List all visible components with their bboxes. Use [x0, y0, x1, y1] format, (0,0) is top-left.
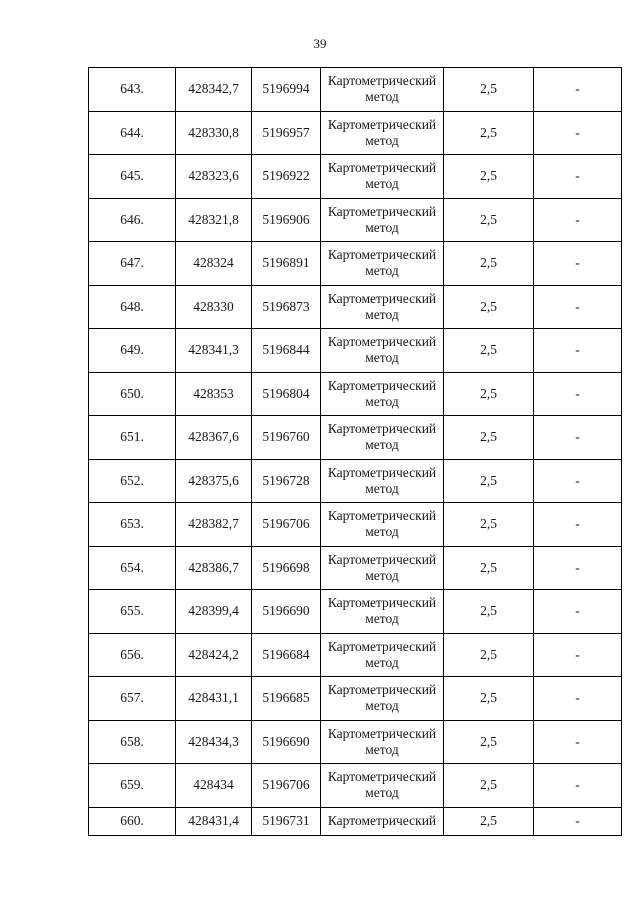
y-coordinate-cell: 5196731 [252, 807, 321, 835]
method-cell [321, 155, 444, 199]
point-number-cell: 646. [89, 198, 176, 242]
method-text-line: Картометрический [327, 203, 437, 219]
y-coordinate-cell: 5196706 [252, 764, 321, 808]
method-cell [321, 720, 444, 764]
method-text-line: метод [365, 437, 399, 453]
method-cell [321, 807, 444, 835]
method-text-line: Картометрический [327, 421, 437, 437]
accuracy-cell: 2,5 [444, 372, 534, 416]
method-cell [321, 416, 444, 460]
point-number-cell: 655. [89, 590, 176, 634]
note-cell: - [534, 633, 622, 677]
method-text-line: Картометрический [327, 551, 437, 567]
note-cell: - [534, 590, 622, 634]
method-text-line: Картометрический [327, 769, 437, 785]
point-number-cell: 659. [89, 764, 176, 808]
method-text-line: метод [365, 611, 399, 627]
method-cell [321, 372, 444, 416]
table-row [89, 111, 622, 155]
method-text-line: метод [365, 698, 399, 714]
table-row [89, 590, 622, 634]
method-cell [321, 503, 444, 547]
point-number-cell: 654. [89, 546, 176, 590]
note-cell: - [534, 459, 622, 503]
note-cell: - [534, 372, 622, 416]
y-coordinate-cell: 5196906 [252, 198, 321, 242]
method-text-line: Картометрический [327, 508, 437, 524]
table-row [89, 459, 622, 503]
point-number-cell: 657. [89, 677, 176, 721]
accuracy-cell: 2,5 [444, 68, 534, 112]
method-text-line: Картометрический [327, 116, 437, 132]
y-coordinate-cell: 5196844 [252, 329, 321, 373]
x-coordinate-cell: 428367,6 [176, 416, 252, 460]
method-text-line: метод [365, 89, 399, 105]
y-coordinate-cell: 5196891 [252, 242, 321, 286]
method-text-line: метод [365, 219, 399, 235]
point-number-cell: 651. [89, 416, 176, 460]
table-row [89, 546, 622, 590]
method-text-line: метод [365, 567, 399, 583]
x-coordinate-cell: 428386,7 [176, 546, 252, 590]
note-cell: - [534, 720, 622, 764]
method-text-line: Картометрический [327, 638, 437, 654]
point-number-cell: 653. [89, 503, 176, 547]
method-text-line: метод [365, 785, 399, 801]
table-row [89, 372, 622, 416]
method-cell [321, 285, 444, 329]
point-number-cell: 658. [89, 720, 176, 764]
point-number-cell: 656. [89, 633, 176, 677]
method-text-line: метод [365, 393, 399, 409]
point-number-cell: 647. [89, 242, 176, 286]
table-row [89, 329, 622, 373]
accuracy-cell: 2,5 [444, 198, 534, 242]
method-text-line: метод [365, 654, 399, 670]
method-text-line: метод [365, 176, 399, 192]
note-cell: - [534, 807, 622, 835]
table-row [89, 198, 622, 242]
x-coordinate-cell: 428399,4 [176, 590, 252, 634]
y-coordinate-cell: 5196698 [252, 546, 321, 590]
method-text-line: метод [365, 741, 399, 757]
note-cell: - [534, 503, 622, 547]
point-number-cell: 650. [89, 372, 176, 416]
note-cell: - [534, 546, 622, 590]
note-cell: - [534, 155, 622, 199]
method-cell [321, 633, 444, 677]
accuracy-cell: 2,5 [444, 329, 534, 373]
x-coordinate-cell: 428323,6 [176, 155, 252, 199]
accuracy-cell: 2,5 [444, 155, 534, 199]
accuracy-cell: 2,5 [444, 720, 534, 764]
note-cell: - [534, 677, 622, 721]
method-text-line: Картометрический [327, 377, 437, 393]
x-coordinate-cell: 428330 [176, 285, 252, 329]
table-row [89, 242, 622, 286]
accuracy-cell: 2,5 [444, 590, 534, 634]
table-row [89, 155, 622, 199]
method-text-line: Картометрический [327, 595, 437, 611]
accuracy-cell: 2,5 [444, 807, 534, 835]
y-coordinate-cell: 5196804 [252, 372, 321, 416]
x-coordinate-cell: 428431,1 [176, 677, 252, 721]
x-coordinate-cell: 428424,2 [176, 633, 252, 677]
y-coordinate-cell: 5196690 [252, 590, 321, 634]
method-cell [321, 242, 444, 286]
method-cell [321, 198, 444, 242]
page-number: 39 [313, 36, 327, 51]
method-text-line: Картометрический [327, 464, 437, 480]
y-coordinate-cell: 5196684 [252, 633, 321, 677]
accuracy-cell: 2,5 [444, 546, 534, 590]
method-text-line: Картометрический [327, 682, 437, 698]
table-body [89, 68, 622, 836]
y-coordinate-cell: 5196957 [252, 111, 321, 155]
note-cell: - [534, 198, 622, 242]
table-row [89, 416, 622, 460]
method-text-line: метод [365, 132, 399, 148]
y-coordinate-cell: 5196685 [252, 677, 321, 721]
y-coordinate-cell: 5196728 [252, 459, 321, 503]
y-coordinate-cell: 5196690 [252, 720, 321, 764]
x-coordinate-cell: 428434 [176, 764, 252, 808]
note-cell: - [534, 242, 622, 286]
accuracy-cell: 2,5 [444, 633, 534, 677]
accuracy-cell: 2,5 [444, 677, 534, 721]
x-coordinate-cell: 428434,3 [176, 720, 252, 764]
x-coordinate-cell: 428321,8 [176, 198, 252, 242]
table-row [89, 807, 622, 835]
method-text-line: метод [365, 524, 399, 540]
x-coordinate-cell: 428382,7 [176, 503, 252, 547]
table-row [89, 633, 622, 677]
method-cell [321, 677, 444, 721]
note-cell: - [534, 285, 622, 329]
method-text-line: метод [365, 306, 399, 322]
table-row [89, 764, 622, 808]
coordinates-table [88, 67, 622, 836]
method-cell [321, 329, 444, 373]
note-cell: - [534, 329, 622, 373]
point-number-cell: 648. [89, 285, 176, 329]
method-text-line: Картометрический [327, 290, 437, 306]
method-cell [321, 546, 444, 590]
method-text-line: метод [365, 263, 399, 279]
x-coordinate-cell: 428341,3 [176, 329, 252, 373]
table-row [89, 720, 622, 764]
point-number-cell: 643. [89, 68, 176, 112]
y-coordinate-cell: 5196706 [252, 503, 321, 547]
method-cell [321, 68, 444, 112]
method-text-line: Картометрический [327, 73, 437, 89]
x-coordinate-cell: 428353 [176, 372, 252, 416]
point-number-cell: 644. [89, 111, 176, 155]
table-row [89, 677, 622, 721]
point-number-cell: 652. [89, 459, 176, 503]
accuracy-cell: 2,5 [444, 416, 534, 460]
method-text-line: метод [365, 350, 399, 366]
y-coordinate-cell: 5196994 [252, 68, 321, 112]
method-text-line: Картометрический [327, 247, 437, 263]
note-cell: - [534, 764, 622, 808]
note-cell: - [534, 111, 622, 155]
y-coordinate-cell: 5196760 [252, 416, 321, 460]
accuracy-cell: 2,5 [444, 285, 534, 329]
x-coordinate-cell: 428375,6 [176, 459, 252, 503]
x-coordinate-cell: 428431,4 [176, 807, 252, 835]
accuracy-cell: 2,5 [444, 459, 534, 503]
y-coordinate-cell: 5196922 [252, 155, 321, 199]
method-cell [321, 590, 444, 634]
method-text-line: Картометрический [327, 160, 437, 176]
method-cell [321, 459, 444, 503]
method-text-line: метод [365, 480, 399, 496]
accuracy-cell: 2,5 [444, 242, 534, 286]
note-cell: - [534, 416, 622, 460]
accuracy-cell: 2,5 [444, 503, 534, 547]
table-row [89, 68, 622, 112]
point-number-cell: 660. [89, 807, 176, 835]
x-coordinate-cell: 428324 [176, 242, 252, 286]
table-row [89, 285, 622, 329]
accuracy-cell: 2,5 [444, 111, 534, 155]
x-coordinate-cell: 428342,7 [176, 68, 252, 112]
note-cell: - [534, 68, 622, 112]
accuracy-cell: 2,5 [444, 764, 534, 808]
x-coordinate-cell: 428330,8 [176, 111, 252, 155]
table-row [89, 503, 622, 547]
y-coordinate-cell: 5196873 [252, 285, 321, 329]
method-text-line: Картометрический [327, 813, 437, 828]
method-text-line: Картометрический [327, 725, 437, 741]
point-number-cell: 649. [89, 329, 176, 373]
method-cell [321, 111, 444, 155]
point-number-cell: 645. [89, 155, 176, 199]
method-cell [321, 764, 444, 808]
method-text-line: Картометрический [327, 334, 437, 350]
